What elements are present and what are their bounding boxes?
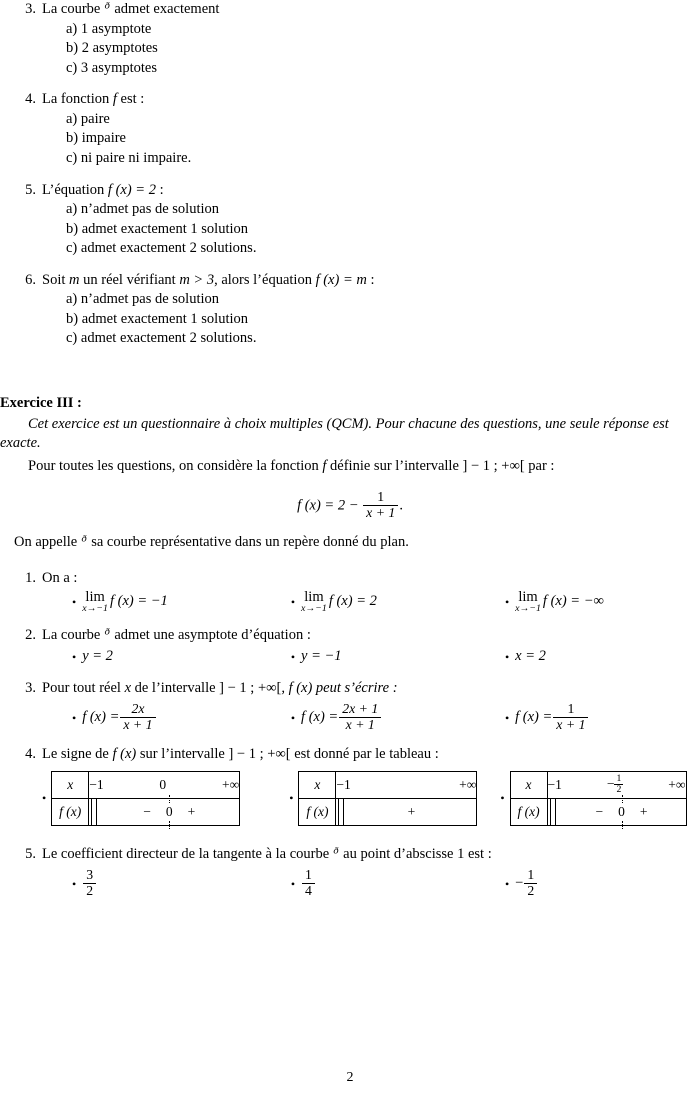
qcm-question-2 <box>0 626 700 667</box>
spacer <box>0 553 700 569</box>
stem-text-tail: : <box>155 181 164 198</box>
carryover-question-list <box>0 0 700 349</box>
bound-left: −1 <box>336 776 351 792</box>
qcm-question-3 <box>0 679 700 733</box>
stem-text-tail: au point d’abscisse 1 est : <box>339 845 492 862</box>
question-6 <box>0 271 700 349</box>
fraction-denominator: x + 1 <box>339 717 381 733</box>
table-row-x <box>510 771 686 798</box>
question-number: 3. <box>25 1 36 17</box>
curve-symbol: ᶞ <box>104 626 111 643</box>
limit-subscript: x→−1 <box>515 602 541 614</box>
bound-right: +∞ <box>668 776 686 792</box>
sign-1: + <box>407 803 416 819</box>
display-formula <box>0 490 700 521</box>
curve-text-tail: sa courbe représentative dans un repère donné du plan. <box>87 534 409 551</box>
stem-text-mid2: , alors l’équation <box>214 271 316 288</box>
sign-table-2-wrapper[interactable] <box>289 771 500 826</box>
option-a[interactable]: a) paire <box>66 110 110 127</box>
choice-3[interactable] <box>505 868 700 899</box>
table-row-f <box>299 798 477 825</box>
equation-lhs: f (x) = <box>301 708 339 725</box>
spacer <box>0 262 700 271</box>
fraction-denominator: x + 1 <box>553 717 588 733</box>
signs-cell <box>89 798 240 825</box>
choice-row <box>42 590 700 613</box>
choice-row <box>42 702 700 733</box>
fraction-denominator: 2 <box>524 883 537 899</box>
sign-2: + <box>639 803 648 819</box>
table-row-x <box>52 771 240 798</box>
bound-mid: 0 <box>159 776 167 792</box>
qcm-question-4 <box>0 745 700 826</box>
sign-1: − <box>143 803 151 819</box>
limit-subscript: x→−1 <box>82 602 108 614</box>
stem-text-mid: sur l’intervalle <box>136 746 229 763</box>
question-4 <box>0 90 700 168</box>
choice-row <box>42 868 700 899</box>
question-number: 6. <box>25 271 36 288</box>
sign-table-3-wrapper[interactable] <box>500 771 700 826</box>
exercise-note: Cet exercice est un questionnaire à choix multiples (QCM). Pour chacune des questions, une seule réponse est exacte. <box>0 415 669 451</box>
bound-mid-fraction <box>614 774 623 795</box>
signs-list <box>558 799 686 825</box>
option-c[interactable]: c) ni paire ni impaire. <box>66 149 192 166</box>
answer-options <box>42 290 700 349</box>
table-row-f <box>52 798 240 825</box>
bullet-icon: • <box>504 876 510 891</box>
stem-text-tail: est donné par le tableau : <box>290 746 439 763</box>
equation-lhs: f (x) = <box>515 708 553 725</box>
option-a[interactable]: a) 1 asymptote <box>66 20 152 37</box>
question-number: 4. <box>25 91 36 108</box>
stem-text: L’équation <box>42 181 108 198</box>
formula-fraction <box>363 490 398 521</box>
table-row-x <box>299 771 477 798</box>
stem-text-mid: de l’intervalle <box>131 679 220 696</box>
fraction-denominator: x + 1 <box>120 717 155 733</box>
curve-symbol: ᶞ <box>80 534 88 551</box>
equation-text: y = 2 <box>82 648 113 665</box>
choice-2[interactable] <box>291 868 505 899</box>
intro-text-mid: définie sur l’intervalle <box>326 457 463 474</box>
bullet-icon: • <box>72 876 77 891</box>
equation-inline: f (x) = m <box>315 271 367 288</box>
bound-left: −1 <box>89 776 104 792</box>
question-number: 4. <box>25 746 36 763</box>
function-expression: f (x) <box>112 746 137 763</box>
stem-text: Le signe de <box>42 746 113 763</box>
bullet-icon: • <box>290 594 296 609</box>
bullet-icon: • <box>504 710 510 725</box>
answer-options <box>42 110 700 169</box>
fraction-numerator: 3 <box>86 867 94 883</box>
signs-inner <box>89 799 239 825</box>
fraction-numerator: 2x + 1 <box>342 701 379 717</box>
signs-cell <box>336 798 477 825</box>
choice-2[interactable] <box>291 647 505 667</box>
choice-row <box>42 647 700 667</box>
stem-text: La courbe <box>42 626 104 643</box>
bullet-icon: • <box>290 649 296 664</box>
stem-text: Pour tout réel <box>42 679 125 696</box>
double-bar-icon <box>548 799 556 825</box>
fraction-numerator: 1 <box>527 867 535 883</box>
option-a[interactable]: a) n’admet pas de solution <box>66 291 220 308</box>
bounds-row <box>89 772 239 798</box>
question-stem <box>42 0 700 20</box>
bullet-icon: • <box>42 791 47 806</box>
fraction <box>553 702 588 733</box>
fraction <box>302 868 315 899</box>
bound-mid-sign: − <box>606 775 615 791</box>
signs-inner <box>548 799 686 825</box>
bullet-icon: • <box>72 710 77 725</box>
double-bar-icon <box>89 799 97 825</box>
option-b[interactable]: b) admet exactement 1 solution <box>66 220 249 237</box>
sign-table-2 <box>298 771 477 826</box>
question-3 <box>0 0 700 78</box>
spacer <box>0 81 700 90</box>
variable-symbol: x <box>124 679 131 696</box>
stem-text-tail: , f (x) peut s’écrire : <box>281 679 398 696</box>
exercise-title: Exercice III : <box>0 395 82 411</box>
sign-table-3 <box>510 771 687 826</box>
equation-lhs: f (x) = <box>82 708 120 725</box>
stem-text-tail: : <box>366 271 375 288</box>
bound-left: −1 <box>547 776 562 792</box>
spacer <box>0 670 700 679</box>
bullet-icon: • <box>289 791 294 806</box>
option-c[interactable]: c) 3 asymptotes <box>66 59 158 76</box>
choice-3[interactable] <box>505 590 700 613</box>
fraction-denominator: 2 <box>83 883 96 899</box>
fraction <box>83 868 96 899</box>
fraction-numerator: 1 <box>377 489 385 505</box>
question-5 <box>0 181 700 259</box>
sign-zero: 0 <box>612 803 631 821</box>
fraction-numerator: 2x <box>131 701 145 717</box>
stem-text-tail: est : <box>116 91 145 108</box>
qcm-question-1 <box>0 569 700 614</box>
stem-text: Soit <box>42 271 69 288</box>
parameter-symbol: m <box>69 271 80 288</box>
question-stem <box>42 90 700 110</box>
question-number: 2. <box>25 626 36 643</box>
bounds-cell <box>547 771 686 798</box>
stem-text: La fonction <box>42 91 113 108</box>
spacer <box>0 736 700 745</box>
question-stem: On a : <box>42 569 78 586</box>
question-stem <box>42 745 700 765</box>
question-number: 3. <box>25 679 36 696</box>
fraction <box>524 868 537 899</box>
fraction-denominator: x + 1 <box>363 505 398 521</box>
answer-options <box>42 200 700 259</box>
question-stem <box>42 626 700 646</box>
bound-right: +∞ <box>459 776 477 792</box>
formula-period: . <box>399 498 403 515</box>
bounds-row <box>548 772 686 798</box>
limit-subscript: x→−1 <box>301 602 327 614</box>
stem-text-tail: admet une asymptote d’équation : <box>110 626 311 643</box>
fraction-numerator: 1 <box>616 772 622 784</box>
sign-table-1-wrapper[interactable] <box>42 771 289 826</box>
sign-zero: 0 <box>160 803 179 821</box>
row-label-f: f (x) <box>299 798 336 825</box>
choice-2[interactable] <box>291 702 505 733</box>
stem-text-tail: admet exactement <box>110 1 220 17</box>
choice-1[interactable] <box>42 590 291 613</box>
bullet-icon: • <box>72 649 77 664</box>
sign-table-1 <box>51 771 240 826</box>
question-number: 5. <box>25 181 36 198</box>
spacer <box>0 829 700 845</box>
bullet-icon: • <box>500 791 505 806</box>
limit-label: lim <box>518 589 538 606</box>
fraction <box>339 702 381 733</box>
equation-inline: f (x) = 2 <box>107 181 156 198</box>
equation-text: y = −1 <box>301 648 342 665</box>
limit-operator <box>515 590 541 613</box>
limit-label: lim <box>85 589 105 606</box>
domain-interval: ] − 1 ; +∞[ <box>462 457 525 474</box>
function-symbol: f <box>322 457 327 474</box>
intro-text: Pour toutes les questions, on considère la fonction <box>28 457 323 474</box>
spacer <box>0 617 700 626</box>
fraction-numerator: 1 <box>567 701 575 717</box>
option-b[interactable]: b) impaire <box>66 130 126 147</box>
signs-cell <box>547 798 686 825</box>
option-c[interactable]: c) admet exactement 2 solutions. <box>66 240 257 257</box>
row-label-f: f (x) <box>510 798 547 825</box>
spacer <box>0 172 700 181</box>
row-label-x: x <box>52 771 89 798</box>
intro-text-tail: par : <box>524 457 555 474</box>
question-stem <box>42 679 700 699</box>
bounds-cell <box>89 771 240 798</box>
choice-2[interactable] <box>291 590 505 613</box>
fraction <box>120 702 155 733</box>
curve-symbol: ᶞ <box>332 845 340 862</box>
signs-list <box>99 799 239 825</box>
choice-3[interactable] <box>505 702 700 733</box>
question-stem <box>42 271 700 291</box>
bullet-icon: • <box>290 710 296 725</box>
bullet-icon: • <box>504 594 510 609</box>
signs-inner <box>336 799 476 825</box>
domain-interval: ] − 1 ; +∞[ <box>219 679 282 696</box>
sign-tables-row <box>42 771 700 826</box>
limit-expression: f (x) = −∞ <box>542 593 604 610</box>
curve-symbol: ᶞ <box>104 1 111 17</box>
row-label-x: x <box>299 771 336 798</box>
choice-1[interactable] <box>42 868 291 899</box>
fraction-denominator: 2 <box>616 784 622 796</box>
table-row-f <box>510 798 686 825</box>
condition-inline: m > 3 <box>179 271 215 288</box>
bounds-row <box>336 772 476 798</box>
row-label-f: f (x) <box>52 798 89 825</box>
fraction-denominator: 4 <box>302 883 315 899</box>
page-number: 2 <box>346 1070 354 1086</box>
option-a[interactable]: a) n’admet pas de solution <box>66 201 220 218</box>
sign-1: − <box>595 803 604 819</box>
choice-3[interactable] <box>505 647 700 667</box>
stem-text: Le coefficient directeur de la tangente à la courbe <box>42 845 333 862</box>
spacer <box>0 352 700 394</box>
bound-mid <box>607 774 623 795</box>
formula-lhs: f (x) = 2 − <box>297 498 359 515</box>
bound-right: +∞ <box>221 776 240 792</box>
curve-definition-line <box>0 533 700 553</box>
limit-operator <box>82 590 108 613</box>
question-number: 1. <box>25 569 36 586</box>
exercise-intro <box>0 457 700 477</box>
bounds-cell <box>336 771 477 798</box>
row-label-x: x <box>510 771 547 798</box>
option-c[interactable]: c) admet exactement 2 solutions. <box>66 330 257 347</box>
domain-interval: ] − 1 ; +∞[ <box>228 746 291 763</box>
question-stem <box>42 845 700 865</box>
function-symbol: f <box>112 91 117 108</box>
choice-1[interactable] <box>42 647 291 667</box>
question-stem <box>42 181 700 201</box>
double-bar-icon <box>336 799 344 825</box>
bullet-icon: • <box>504 649 510 664</box>
qcm-question-5 <box>0 845 700 899</box>
fraction-numerator: 1 <box>305 867 312 883</box>
sign-2: + <box>187 803 196 819</box>
limit-label: lim <box>304 589 324 606</box>
option-b[interactable]: b) 2 asymptotes <box>66 40 158 57</box>
stem-text-mid: un réel vérifiant <box>79 271 180 288</box>
stem-text: La courbe <box>42 1 104 17</box>
choice-1[interactable] <box>42 702 291 733</box>
limit-expression: f (x) = 2 <box>328 593 377 610</box>
bullet-icon: • <box>290 876 296 891</box>
limit-operator <box>301 590 327 613</box>
equation-text: x = 2 <box>515 648 546 665</box>
qcm-question-list <box>0 569 700 899</box>
answer-options <box>42 20 700 79</box>
curve-text: On appelle <box>14 534 81 551</box>
value-sign: − <box>515 874 524 891</box>
signs-list <box>346 799 476 825</box>
limit-expression: f (x) = −1 <box>109 593 168 610</box>
option-b[interactable]: b) admet exactement 1 solution <box>66 310 249 327</box>
question-number: 5. <box>25 845 36 862</box>
bullet-icon: • <box>72 594 77 609</box>
